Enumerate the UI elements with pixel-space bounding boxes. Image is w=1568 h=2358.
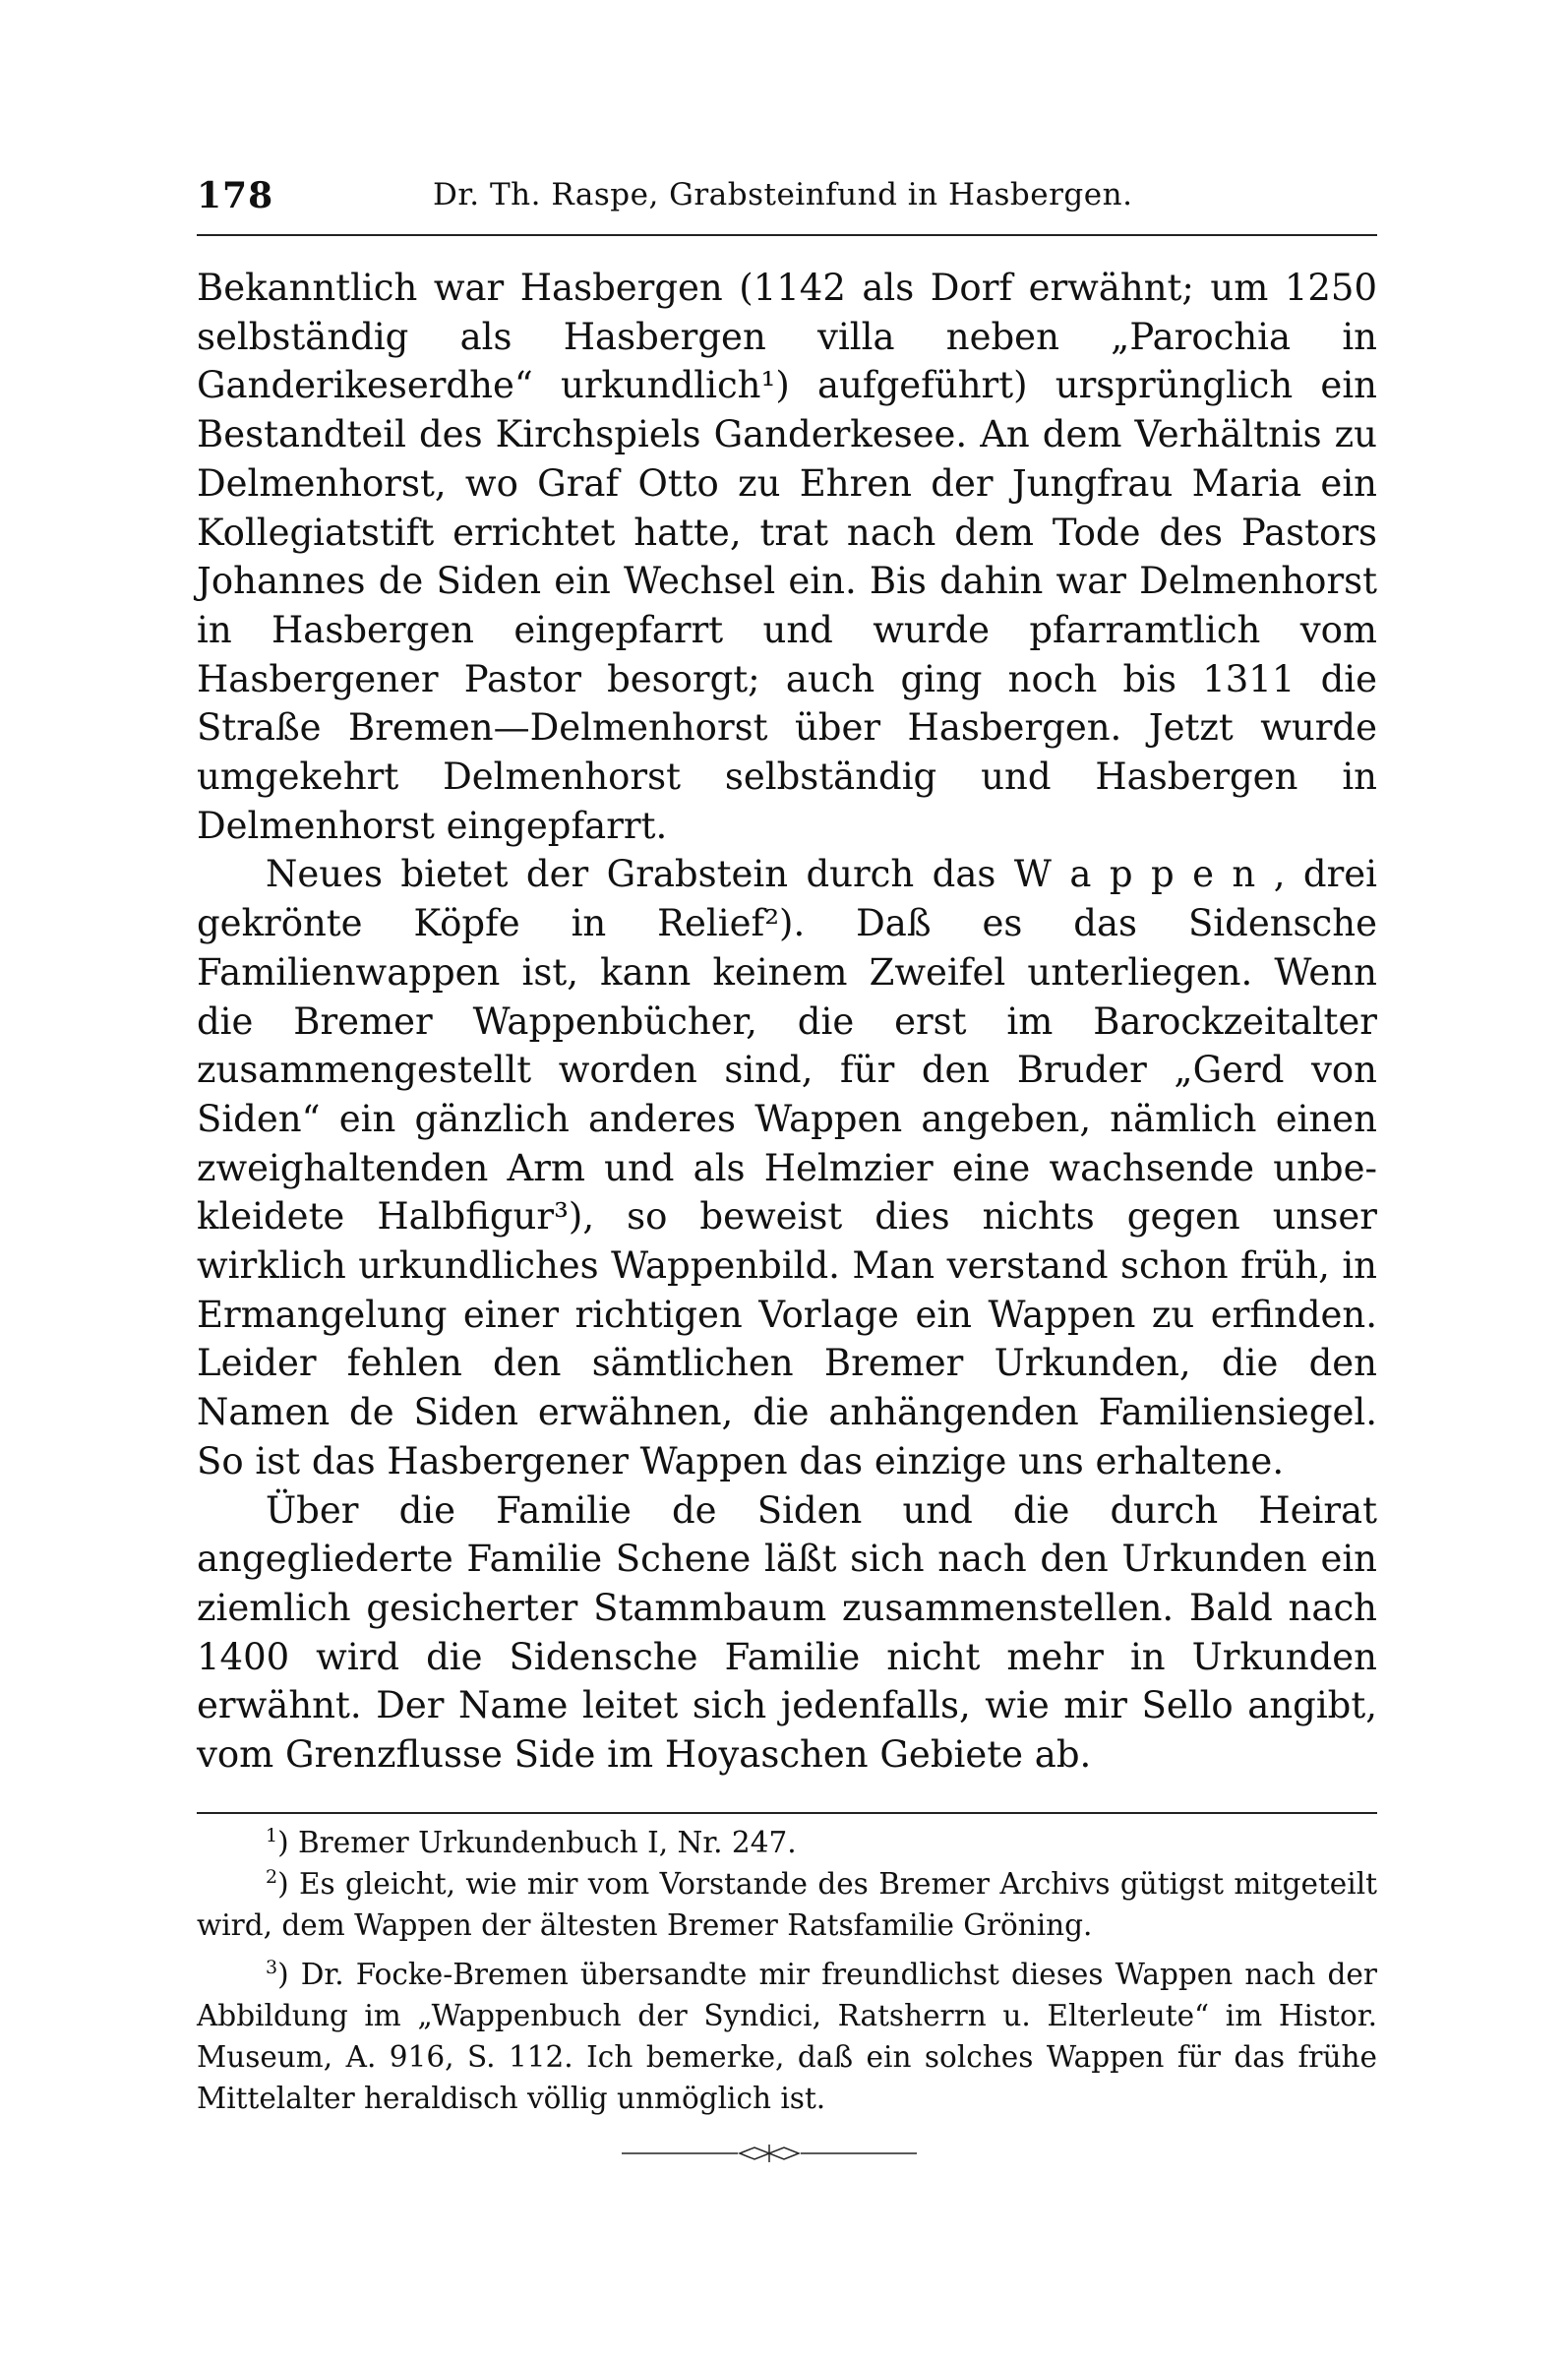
- footnote-3: $^3$) Dr. Focke-Bremen übersandte mir freundlichst dieses Wappen nach der Abbildung im „Wappenbuch der Syndici, Ratsherrn u. Elterleute“ im Histor. Museum, A. 916, S. 112. Ich bemerke, daß ein solches Wappen für das frühe Mittelalter heraldisch völlig unmöglich ist.: [197, 1957, 1377, 2115]
- body-text: [197, 264, 1377, 1780]
- page-number: 178: [197, 175, 274, 216]
- footnote-text: Bremer Urkundenbuch I, Nr. 247.: [297, 1826, 797, 1859]
- header-rule: [197, 234, 1377, 236]
- footnote-text: Dr. Focke-Bremen übersandte mir freundlichst dieses Wappen nach der Abbildung im „Wappenbuch der Syndici, Ratsherrn u. Elterleute“ im Histor. Museum, A. 916, S. 112. Ich bemerke, daß ein solches Wappen für das frühe Mittelalter heraldisch völlig unmöglich ist.: [197, 1958, 1377, 2115]
- footnote-2: $^2$) Es gleicht, wie mir vom Vorstande des Bremer Archivs gütigst mitgeteilt wird, dem Wappen der ältesten Bremer Ratsfamilie Gröning.: [197, 1866, 1377, 1942]
- running-head: [197, 175, 1377, 224]
- footnote-mark: 1: [266, 1825, 278, 1847]
- end-ornament: [622, 2143, 917, 2164]
- footnote-mark: 2: [266, 1866, 278, 1889]
- footnote-1: $^1$) Bremer Urkundenbuch I, Nr. 247.: [266, 1825, 797, 1859]
- footnotes: [197, 1822, 1377, 2119]
- footnote-text: Es gleicht, wie mir vom Vorstande des Bremer Archivs gütigst mitgeteilt wird, dem Wappen der ältesten Bremer Ratsfamilie Gröning.: [197, 1867, 1377, 1942]
- paragraph-3: Über die Familie de Siden und die durch Heirat angegliederte Familie Schene läßt sich nach den Urkunden ein ziemlich gesicherter Stammbaum zusammenstellen. Bald nach 1400 wird die Sidensche Familie nicht mehr in Urkunden erwähnt. Der Name leitet sich jedenfalls, wie mir Sello angibt, vom Grenzflusse Side im Hoyaschen Gebiete ab.: [197, 1488, 1377, 1777]
- footnote-rule: [197, 1812, 1377, 1814]
- footnote-mark: 3: [266, 1957, 278, 1979]
- paragraph-2: Neues bietet der Grabstein durch das W a p p e n , drei gekrönte Köpfe in Relief²). Daß es das Sidensche Familienwappen ist, kann keinem Zweifel unterliegen. Wenn die Bremer Wappenbücher, die erst im Barockzeitalter zusammengestellt worden sind, für den Bruder „Gerd von Siden“ ein gänzlich anderes Wappen angeben, nämlich einen zweighaltenden Arm und als Helmzier eine wachsende unbekleidete Halbfigur³), so beweist dies nichts gegen unser wirklich urkundliches Wappenbild. Man verstand schon früh, in Ermangelung einer richtigen Vorlage ein Wappen zu erfinden. Leider fehlen den sämtlichen Bremer Urkunden, die den Namen de Siden erwähnen, die anhängenden Familiensiegel. So ist das Hasbergener Wappen das einzige uns erhaltene.: [197, 853, 1377, 1482]
- paragraph-1: Bekanntlich war Hasbergen (1142 als Dorf erwähnt; um 1250 selbständig als Hasbergen villa neben „Parochia in Ganderikeserdhe“ urkundlich¹) aufgeführt) ursprünglich ein Bestandteil des Kirchspiels Ganderkesee. An dem Verhältnis zu Delmenhorst, wo Graf Otto zu Ehren der Jungfrau Maria ein Kollegiatstift errichtet hatte, trat nach dem Tode des Pastors Johannes de Siden ein Wechsel ein. Bis dahin war Delmenhorst in Hasbergen eingepfarrt und wurde pfarramtlich vom Hasbergener Pastor besorgt; auch ging noch bis 1311 die Straße Bremen—Delmenhorst über Hasbergen. Jetzt wurde umgekehrt Delmenhorst selbständig und Hasbergen in Delmenhorst eingepfarrt.: [197, 267, 1377, 847]
- running-title: Dr. Th. Raspe, Grabsteinfund in Hasbergen.: [433, 177, 1133, 212]
